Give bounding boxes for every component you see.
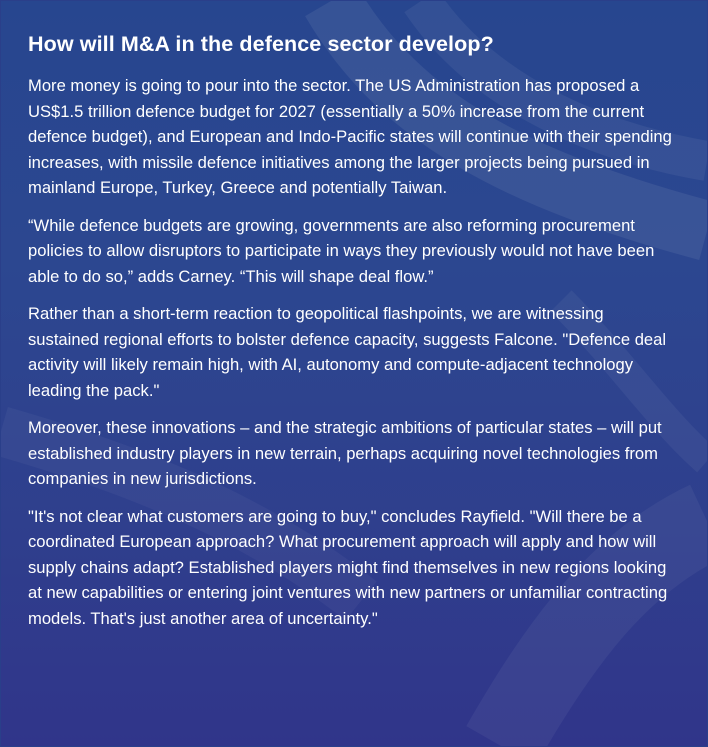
article-paragraph-5: "It's not clear what customers are going to buy," concludes Rayfield. "Will there be a coordinated European approach? What procurement approach will apply and how will supply chains adapt? Established players might find themselves in new regions looking at new capabilities or entering joint ventures with new partners or unfamiliar contracting models. That's just another area of uncertainty." xyxy=(28,506,668,628)
article-paragraph-1: More money is going to pour into the sector. The US Administration has proposed a US$1.5 trillion defence budget for 2027 (essentially a 50% increase from the current defence budget), and European and Indo-Pacific states will continue with their spending increases, with missile defence initiatives among the larger projects being pursued in mainland Europe, Turkey, Greece and potentially Taiwan. xyxy=(28,76,672,197)
article-paragraph-3: Rather than a short-term reaction to geopolitical flashpoints, we are witnessing sustained regional efforts to bolster defence capacity, suggests Falcone. "Defence deal activity will likely remain high, with AI, autonomy and compute-adjacent technology leading the pack." xyxy=(28,304,667,400)
article-content xyxy=(1,1,707,631)
article-paragraph-2: “While defence budgets are growing, governments are also reforming procurement policies to allow disruptors to participate in ways they previously would not have been able to do so,” adds Carney. “This will shape deal flow.” xyxy=(28,215,655,286)
article-paragraph-4: Moreover, these innovations – and the strategic ambitions of particular states – will put established industry players in new terrain, perhaps acquiring novel technologies from companies in new jurisdictions. xyxy=(28,418,662,488)
article-heading: How will M&A in the defence sector develop? xyxy=(28,32,494,56)
